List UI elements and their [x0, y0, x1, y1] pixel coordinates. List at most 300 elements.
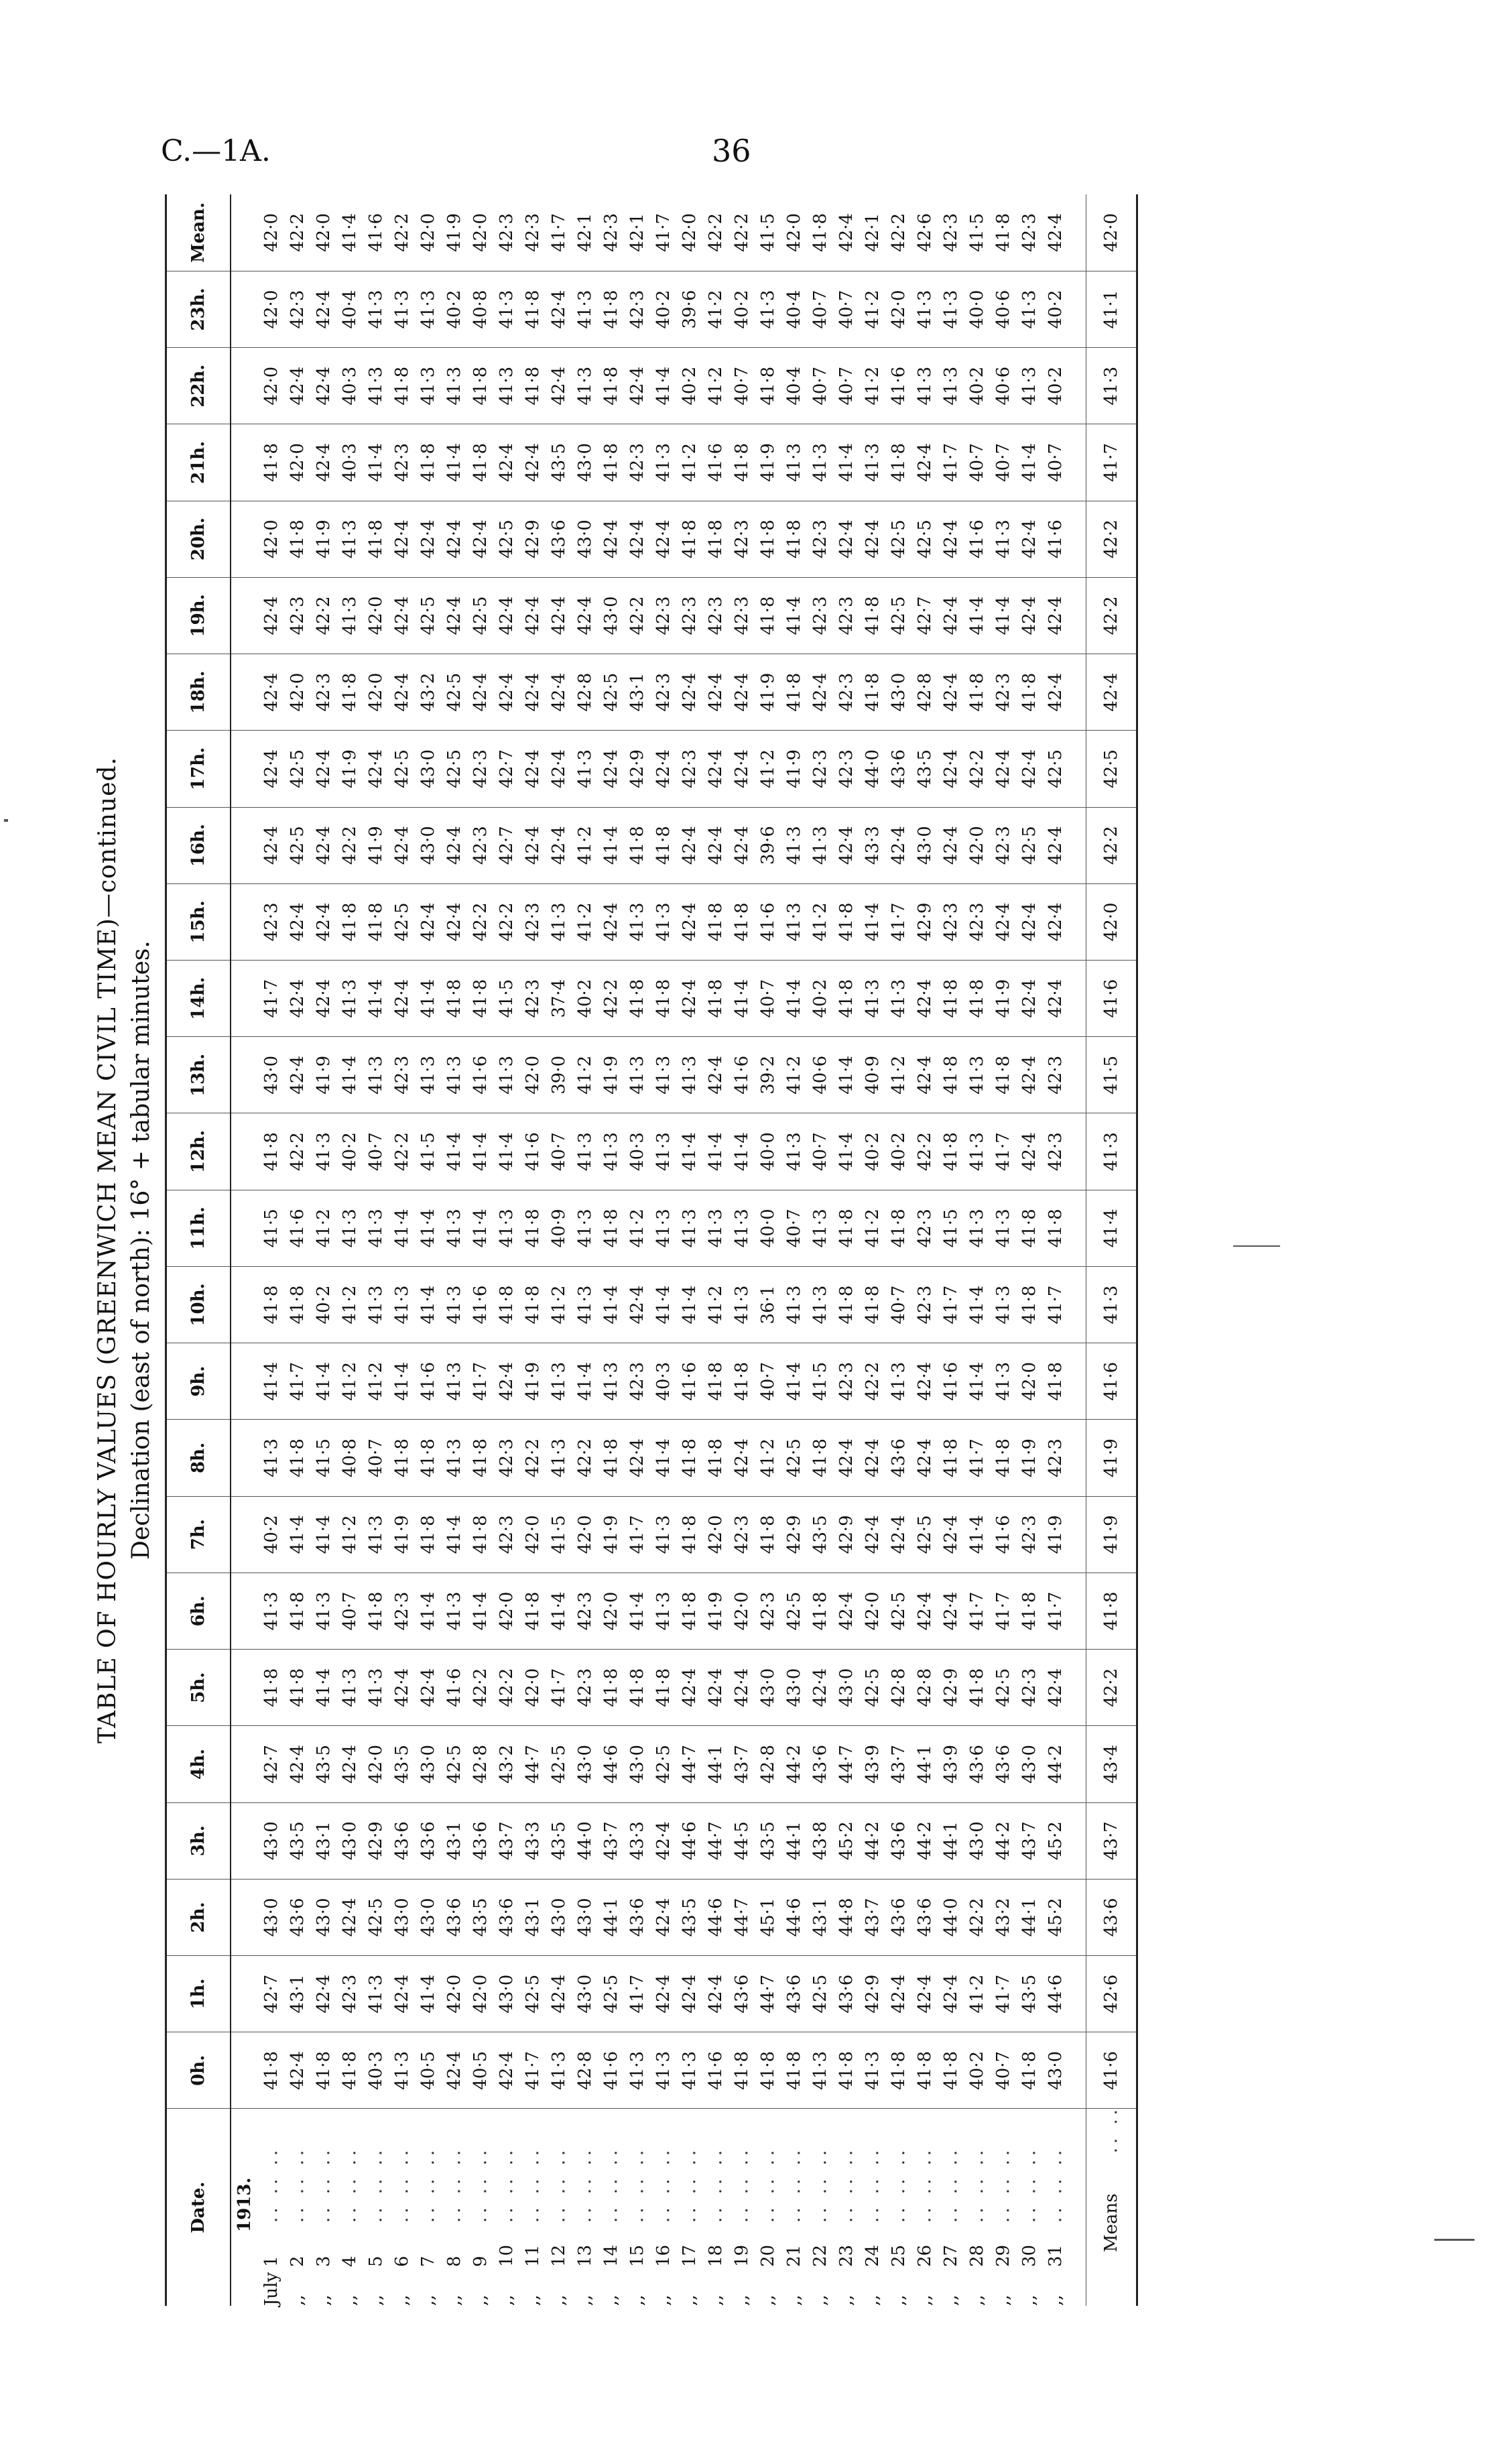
value-cell: 41·4: [363, 424, 389, 501]
value-cell: 42·0: [258, 271, 284, 347]
value-cell: 42·3: [624, 424, 650, 501]
margin-mark: [4, 819, 8, 822]
value-cell: 41·6: [755, 883, 781, 960]
value-cell: 41·8: [729, 424, 755, 501]
value-cell: 42·4: [572, 577, 598, 654]
value-cell: 40·5: [467, 2032, 493, 2109]
value-cell: 42·4: [336, 1726, 363, 1802]
value-cell: 41·7: [284, 1343, 310, 1420]
value-cell: 41·9: [336, 731, 363, 807]
column-header-hour: 20h.: [166, 501, 231, 577]
day-label: 24: [862, 2244, 883, 2267]
value-cell: 41·9: [389, 1496, 415, 1573]
value-cell: 43·6: [807, 1726, 833, 1802]
value-cell: 42·4: [1016, 501, 1042, 577]
value-cell: 42·4: [284, 960, 310, 1036]
value-cell: 43·2: [493, 1726, 519, 1802]
value-cell: 41·3: [363, 1650, 389, 1726]
value-cell: 42·4: [676, 883, 702, 960]
table-title: TABLE OF HOURLY VALUES (GREENWICH MEAN CIVIL TIME)—continued.: [94, 757, 121, 1744]
date-cell: [598, 2109, 624, 2306]
value-cell: 40·2: [336, 1113, 363, 1190]
month-label: ,,: [1019, 2294, 1040, 2306]
table-row: [885, 194, 911, 2306]
mean-value-cell: 41·9: [1086, 1420, 1137, 1496]
value-cell: 42·4: [546, 731, 572, 807]
month-label: ,,: [757, 2294, 778, 2306]
value-cell: 40·7: [833, 348, 859, 424]
month-label: ,,: [444, 2294, 464, 2306]
value-cell: 42·0: [258, 194, 284, 271]
value-cell: 43·5: [467, 1879, 493, 1955]
value-cell: 41·7: [546, 1650, 572, 1726]
month-label: ,,: [287, 2294, 308, 2306]
value-cell: 41·3: [650, 424, 676, 501]
value-cell: 41·4: [441, 1113, 467, 1190]
value-cell: 41·2: [859, 348, 885, 424]
leader-dots: .. .. ..: [444, 2146, 464, 2223]
value-cell: 41·6: [1042, 501, 1068, 577]
value-cell: 41·2: [702, 1266, 729, 1343]
mean-value-cell: 43·7: [1086, 1802, 1137, 1879]
mean-value-cell: 41·1: [1086, 271, 1137, 347]
value-cell: 41·3: [650, 1113, 676, 1190]
table-subtitle: Declination (east of north): 16° + tabular minutes.: [127, 940, 155, 1560]
value-cell: 42·9: [859, 1956, 885, 2032]
value-cell: 43·0: [572, 424, 598, 501]
value-cell: 41·4: [964, 577, 990, 654]
value-cell: 41·3: [755, 271, 781, 347]
value-cell: 42·4: [885, 807, 911, 883]
value-cell: 41·3: [859, 424, 885, 501]
value-cell: 41·8: [650, 807, 676, 883]
mean-value-cell: 41·3: [1086, 348, 1137, 424]
value-cell: 42·4: [441, 807, 467, 883]
value-cell: 41·4: [441, 1496, 467, 1573]
value-cell: 41·6: [467, 1266, 493, 1343]
value-cell: 41·8: [1016, 1573, 1042, 1649]
month-label: ,,: [862, 2294, 883, 2306]
value-cell: 41·8: [990, 1420, 1016, 1496]
value-cell: 42·3: [1016, 1650, 1042, 1726]
value-cell: 41·5: [964, 194, 990, 271]
value-cell: 43·2: [990, 1879, 1016, 1955]
value-cell: 41·5: [546, 1496, 572, 1573]
value-cell: 40·2: [885, 1113, 911, 1190]
value-cell: 42·4: [807, 654, 833, 731]
value-cell: 41·8: [702, 501, 729, 577]
value-cell: 45·2: [1042, 1802, 1068, 1879]
value-cell: 41·3: [415, 271, 441, 347]
value-cell: 42·4: [938, 1573, 964, 1649]
value-cell: 41·3: [441, 1343, 467, 1420]
value-cell: 42·4: [624, 348, 650, 424]
value-cell: 42·4: [310, 1956, 336, 2032]
value-cell: 41·4: [729, 1113, 755, 1190]
value-cell: 41·8: [833, 2032, 859, 2109]
value-cell: 42·3: [389, 424, 415, 501]
hourly-values-table: [165, 194, 1138, 2306]
value-cell: 41·7: [964, 1573, 990, 1649]
value-cell: 42·3: [467, 731, 493, 807]
value-cell: 41·3: [885, 1343, 911, 1420]
value-cell: 44·6: [598, 1726, 624, 1802]
value-cell: 41·8: [755, 577, 781, 654]
value-cell: 43·6: [885, 1420, 911, 1496]
value-cell: 42·8: [572, 2032, 598, 2109]
value-cell: 44·1: [1016, 1879, 1042, 1955]
value-cell: 42·2: [467, 883, 493, 960]
value-cell: 41·3: [624, 2032, 650, 2109]
value-cell: 42·4: [258, 731, 284, 807]
value-cell: 42·8: [572, 654, 598, 731]
value-cell: 41·8: [389, 1420, 415, 1496]
value-cell: 41·3: [807, 1190, 833, 1266]
value-cell: 41·6: [284, 1190, 310, 1266]
table-row: [781, 194, 807, 2306]
mean-value-cell: 41·3: [1086, 1113, 1137, 1190]
value-cell: 41·3: [990, 1266, 1016, 1343]
value-cell: 42·4: [702, 807, 729, 883]
day-label: 17: [679, 2244, 700, 2267]
month-label: ,,: [313, 2294, 334, 2306]
value-cell: 42·4: [676, 960, 702, 1036]
value-cell: 42·4: [833, 501, 859, 577]
value-cell: 43·0: [336, 1802, 363, 1879]
value-cell: 42·4: [519, 654, 546, 731]
mean-value-cell: 41·7: [1086, 424, 1137, 501]
date-cell: [702, 2109, 729, 2306]
value-cell: 41·8: [729, 2032, 755, 2109]
value-cell: 41·4: [833, 1037, 859, 1113]
value-cell: 42·5: [598, 1956, 624, 2032]
value-cell: 43·6: [885, 1879, 911, 1955]
value-cell: 41·8: [885, 2032, 911, 2109]
value-cell: 41·9: [310, 1037, 336, 1113]
value-cell: 41·8: [676, 1573, 702, 1649]
value-cell: 43·5: [546, 1802, 572, 1879]
value-cell: 41·4: [702, 1113, 729, 1190]
day-label: 13: [574, 2244, 595, 2267]
value-cell: 41·3: [938, 271, 964, 347]
margin-mark: [1233, 1245, 1280, 1247]
value-cell: 41·3: [546, 1420, 572, 1496]
month-label: ,,: [653, 2294, 674, 2306]
value-cell: 42·4: [310, 424, 336, 501]
table-row: [624, 194, 650, 2306]
value-cell: 41·8: [807, 194, 833, 271]
value-cell: 42·4: [911, 1956, 938, 2032]
value-cell: 41·4: [415, 1266, 441, 1343]
value-cell: 42·5: [650, 1726, 676, 1802]
day-label: 25: [888, 2244, 909, 2267]
column-header-hour: 15h.: [166, 883, 231, 960]
value-cell: 41·3: [441, 1420, 467, 1496]
month-label: ,,: [339, 2294, 360, 2306]
mean-value-cell: 42·2: [1086, 577, 1137, 654]
value-cell: 41·3: [781, 1266, 807, 1343]
value-cell: 42·3: [467, 807, 493, 883]
value-cell: 43·0: [833, 1650, 859, 1726]
margin-mark: [1434, 2239, 1474, 2241]
value-cell: 41·8: [938, 960, 964, 1036]
leader-dots: .. .. ..: [705, 2146, 726, 2223]
value-cell: 43·7: [729, 1726, 755, 1802]
value-cell: 42·0: [519, 1650, 546, 1726]
value-cell: 43·3: [624, 1802, 650, 1879]
value-cell: 42·3: [572, 1650, 598, 1726]
month-label: ,,: [365, 2294, 386, 2306]
value-cell: 42·0: [310, 194, 336, 271]
value-cell: 42·5: [1016, 807, 1042, 883]
value-cell: 41·8: [859, 577, 885, 654]
value-cell: 41·3: [336, 960, 363, 1036]
column-header-hour: 0h.: [166, 2032, 231, 2109]
value-cell: 44·2: [1042, 1726, 1068, 1802]
value-cell: 42·3: [755, 1573, 781, 1649]
year-label: 1913.: [235, 2177, 255, 2232]
value-cell: 42·3: [833, 654, 859, 731]
value-cell: 42·2: [598, 960, 624, 1036]
value-cell: 41·3: [781, 807, 807, 883]
value-cell: 41·8: [807, 1420, 833, 1496]
value-cell: 42·4: [336, 1879, 363, 1955]
leader-dots: .. .. ..: [339, 2146, 360, 2223]
value-cell: 42·5: [1042, 731, 1068, 807]
value-cell: 41·4: [415, 960, 441, 1036]
value-cell: 41·3: [389, 1266, 415, 1343]
value-cell: 41·8: [702, 1343, 729, 1420]
value-cell: 42·2: [310, 577, 336, 654]
value-cell: 41·3: [363, 348, 389, 424]
value-cell: 43·1: [624, 654, 650, 731]
value-cell: 42·2: [389, 1113, 415, 1190]
table-row: [1042, 194, 1068, 2306]
date-cell: [781, 2109, 807, 2306]
value-cell: 42·0: [415, 194, 441, 271]
value-cell: 42·3: [833, 731, 859, 807]
value-cell: 41·8: [310, 2032, 336, 2109]
day-label: 16: [653, 2244, 674, 2267]
column-header-hour: 2h.: [166, 1879, 231, 1955]
value-cell: 41·8: [702, 1420, 729, 1496]
value-cell: 42·4: [938, 731, 964, 807]
value-cell: 43·1: [284, 1956, 310, 2032]
value-cell: 42·5: [885, 501, 911, 577]
value-cell: 42·4: [493, 577, 519, 654]
value-cell: 41·4: [598, 1266, 624, 1343]
value-cell: 42·4: [389, 577, 415, 654]
leader-dots: .. .. ..: [627, 2146, 647, 2223]
value-cell: 43·0: [1042, 2032, 1068, 2109]
value-cell: 42·3: [911, 1266, 938, 1343]
value-cell: 42·3: [833, 577, 859, 654]
value-cell: 41·4: [493, 1113, 519, 1190]
column-header-hour: 8h.: [166, 1420, 231, 1496]
value-cell: 41·3: [964, 1113, 990, 1190]
value-cell: 42·2: [284, 194, 310, 271]
value-cell: 41·8: [258, 1650, 284, 1726]
value-cell: 42·4: [676, 1956, 702, 2032]
value-cell: 42·1: [572, 194, 598, 271]
value-cell: 42·4: [702, 1037, 729, 1113]
leader-dots: .. .. ..: [783, 2146, 804, 2223]
value-cell: 41·9: [990, 960, 1016, 1036]
value-cell: 41·3: [807, 2032, 833, 2109]
value-cell: 41·8: [258, 1113, 284, 1190]
value-cell: 41·4: [415, 1573, 441, 1649]
value-cell: 41·8: [258, 2032, 284, 2109]
value-cell: 42·4: [938, 1956, 964, 2032]
value-cell: 41·2: [702, 348, 729, 424]
value-cell: 39·6: [755, 807, 781, 883]
value-cell: 41·3: [493, 1190, 519, 1266]
month-label: ,,: [810, 2294, 830, 2306]
value-cell: 44·2: [859, 1802, 885, 1879]
value-cell: 41·8: [598, 348, 624, 424]
date-cell: [363, 2109, 389, 2306]
table-row: [310, 194, 336, 2306]
value-cell: 42·4: [885, 1496, 911, 1573]
value-cell: 41·3: [702, 1190, 729, 1266]
value-cell: 44·1: [598, 1879, 624, 1955]
value-cell: 42·3: [807, 731, 833, 807]
value-cell: 42·5: [389, 731, 415, 807]
leader-dots: .. .. ..: [496, 2146, 517, 2223]
value-cell: 41·7: [990, 1956, 1016, 2032]
column-header-hour: 10h.: [166, 1266, 231, 1343]
value-cell: 41·6: [519, 1113, 546, 1190]
value-cell: 41·3: [964, 1190, 990, 1266]
value-cell: 42·4: [833, 807, 859, 883]
value-cell: 41·3: [990, 1343, 1016, 1420]
table-row: [833, 194, 859, 2306]
leader-dots: .. .. ..: [470, 2146, 491, 2223]
value-cell: 42·4: [1042, 960, 1068, 1036]
value-cell: 42·9: [624, 731, 650, 807]
value-cell: 41·4: [572, 1343, 598, 1420]
date-cell: [572, 2109, 598, 2306]
leader-dots: .. .. ..: [574, 2146, 595, 2223]
value-cell: 42·4: [859, 1420, 885, 1496]
column-header-hour: 1h.: [166, 1956, 231, 2032]
day-label: 1: [261, 2256, 281, 2267]
value-cell: 42·3: [598, 194, 624, 271]
value-cell: 40·7: [336, 1573, 363, 1649]
value-cell: 43·6: [441, 1879, 467, 1955]
value-cell: 42·4: [1016, 1037, 1042, 1113]
value-cell: 42·4: [938, 1496, 964, 1573]
value-cell: 41·3: [650, 1573, 676, 1649]
table-row: [572, 194, 598, 2306]
value-cell: 42·4: [310, 807, 336, 883]
column-header-hour: 3h.: [166, 1802, 231, 1879]
value-cell: 42·4: [702, 654, 729, 731]
value-cell: 42·3: [964, 883, 990, 960]
value-cell: 41·8: [781, 501, 807, 577]
value-cell: 42·4: [467, 654, 493, 731]
value-cell: 42·4: [284, 1037, 310, 1113]
value-cell: 41·4: [389, 1343, 415, 1420]
value-cell: 42·1: [859, 194, 885, 271]
value-cell: 42·4: [624, 1420, 650, 1496]
value-cell: 42·4: [258, 577, 284, 654]
value-cell: 41·9: [363, 807, 389, 883]
value-cell: 41·4: [676, 1266, 702, 1343]
column-header-hour: 23h.: [166, 271, 231, 347]
value-cell: 42·5: [415, 577, 441, 654]
value-cell: 41·3: [441, 348, 467, 424]
value-cell: 42·4: [598, 883, 624, 960]
table-row: [493, 194, 519, 2306]
value-cell: 41·4: [650, 1266, 676, 1343]
value-cell: 44·5: [729, 1802, 755, 1879]
mean-value-cell: 42·2: [1086, 501, 1137, 577]
value-cell: 40·3: [650, 1343, 676, 1420]
day-label: 14: [601, 2244, 621, 2267]
value-cell: 41·4: [781, 577, 807, 654]
value-cell: 42·4: [415, 883, 441, 960]
value-cell: 42·3: [938, 194, 964, 271]
mean-value-cell: 41·8: [1086, 1573, 1137, 1649]
value-cell: 43·0: [885, 654, 911, 731]
value-cell: 41·8: [467, 1420, 493, 1496]
value-cell: 42·5: [284, 731, 310, 807]
column-header-date: Date.: [166, 2109, 231, 2306]
value-cell: 41·3: [441, 1037, 467, 1113]
value-cell: 42·2: [467, 1650, 493, 1726]
value-cell: 41·3: [807, 1266, 833, 1343]
value-cell: 41·8: [467, 424, 493, 501]
value-cell: 42·3: [1042, 1420, 1068, 1496]
value-cell: 41·8: [493, 1266, 519, 1343]
value-cell: 40·2: [964, 348, 990, 424]
value-cell: 42·0: [258, 501, 284, 577]
column-header-hour: 4h.: [166, 1726, 231, 1802]
value-cell: 42·5: [911, 1496, 938, 1573]
value-cell: 42·4: [911, 1343, 938, 1420]
value-cell: 44·2: [911, 1802, 938, 1879]
table-row: [650, 194, 676, 2306]
value-cell: 41·3: [572, 348, 598, 424]
value-cell: 41·3: [807, 424, 833, 501]
value-cell: 41·4: [415, 1190, 441, 1266]
value-cell: 43·0: [546, 1879, 572, 1955]
value-cell: 42·4: [1042, 654, 1068, 731]
value-cell: 42·4: [363, 731, 389, 807]
value-cell: 41·8: [1016, 2032, 1042, 2109]
value-cell: 41·3: [624, 883, 650, 960]
value-cell: 41·4: [859, 883, 885, 960]
value-cell: 43·3: [859, 807, 885, 883]
mean-value-cell: 42·2: [1086, 1650, 1137, 1726]
mean-value-cell: 42·5: [1086, 731, 1137, 807]
value-cell: 42·4: [441, 2032, 467, 2109]
value-cell: 42·4: [1042, 1650, 1068, 1726]
value-cell: 41·8: [415, 1496, 441, 1573]
date-cell: [493, 2109, 519, 2306]
value-cell: 39·2: [755, 1037, 781, 1113]
value-cell: 42·4: [729, 1420, 755, 1496]
table-row: [911, 194, 938, 2306]
mean-value-cell: 42·6: [1086, 1956, 1137, 2032]
value-cell: 41·8: [284, 1573, 310, 1649]
value-cell: 43·6: [885, 1802, 911, 1879]
value-cell: 41·2: [859, 271, 885, 347]
value-cell: 40·7: [363, 1420, 389, 1496]
value-cell: 41·8: [755, 501, 781, 577]
value-cell: 41·3: [729, 1266, 755, 1343]
